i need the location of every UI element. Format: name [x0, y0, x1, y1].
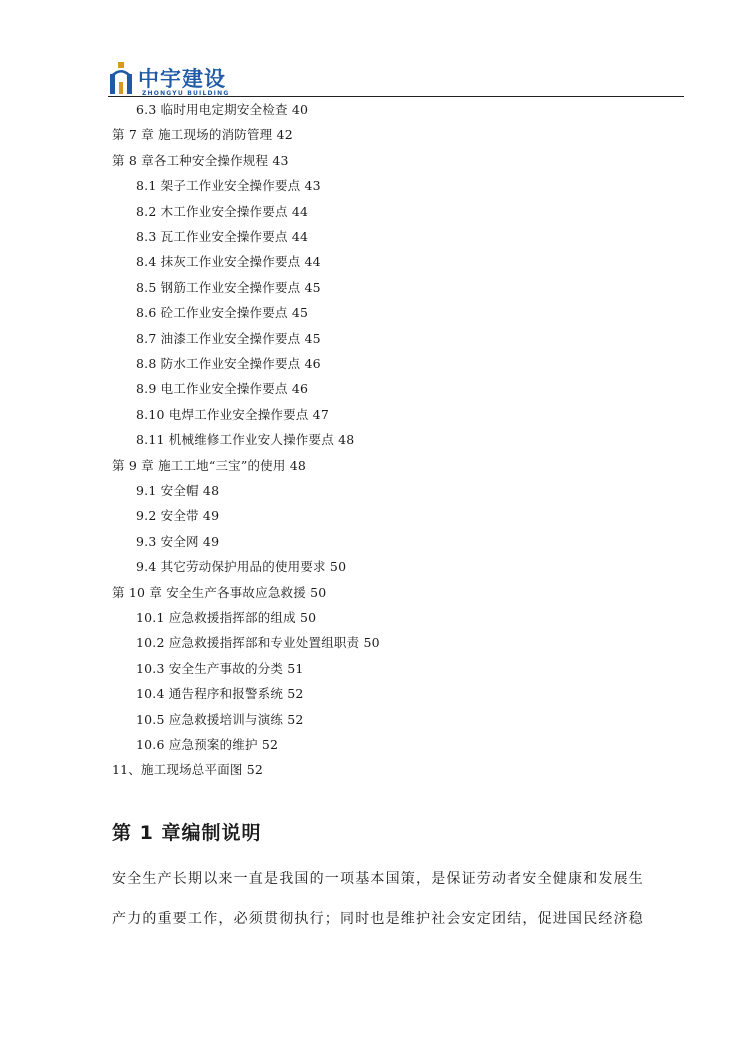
svg-text:中宇建设: 中宇建设 [138, 67, 226, 91]
toc-section-entry[interactable]: 8.10 电焊工作业安全操作要点 47 [136, 406, 329, 422]
toc-section-entry[interactable]: 8.11 机械维修工作业安人操作要点 48 [136, 432, 355, 448]
toc-section-entry[interactable]: 10.4 通告程序和报警系统 52 [136, 686, 304, 702]
toc-section-entry[interactable]: 9.3 安全网 49 [136, 533, 220, 549]
toc-chapter-entry[interactable]: 第 10 章 安全生产各事故应急救援 50 [112, 584, 327, 600]
toc-chapter-entry[interactable]: 第 7 章 施工现场的消防管理 42 [112, 127, 293, 143]
toc-chapter-entry[interactable]: 第 9 章 施工工地“三宝”的使用 48 [112, 457, 307, 473]
toc-section-entry[interactable]: 10.2 应急救援指挥部和专业处置组职责 50 [136, 635, 380, 651]
toc-section-entry[interactable]: 9.2 安全带 49 [136, 508, 220, 524]
toc-section-entry[interactable]: 8.3 瓦工作业安全操作要点 44 [136, 229, 309, 244]
toc-chapter-entry[interactable]: 11、施工现场总平面图 52 [112, 762, 264, 778]
paragraph-line-1: 安全生产长期以来一直是我国的一项基本国策，是保证劳动者安全健康和发展生 [112, 871, 644, 887]
section-heading: 第 1 章编制说明 [112, 822, 262, 844]
toc-section-entry[interactable]: 8.5 钢筋工作业安全操作要点 45 [136, 279, 321, 295]
toc-section-entry[interactable]: 8.8 防水工作业安全操作要点 46 [136, 356, 321, 371]
toc-section-entry[interactable]: 8.6 砼工作业安全操作要点 45 [136, 305, 309, 321]
toc-section-entry[interactable]: 10.3 安全生产事故的分类 51 [136, 660, 304, 676]
company-logo [108, 60, 248, 96]
page-header [0, 0, 744, 100]
toc-section-entry[interactable]: 6.3 临时用电定期安全检查 40 [136, 102, 309, 117]
toc-section-entry[interactable]: 10.5 应急救援培训与演练 52 [136, 711, 304, 727]
paragraph-line-2: 产力的重要工作，必须贯彻执行；同时也是维护社会安定团结，促进国民经济稳 [112, 911, 644, 927]
toc-section-entry[interactable]: 8.4 抹灰工作业安全操作要点 44 [136, 254, 321, 270]
svg-text:ZHONGYU BUILDING: ZHONGYU BUILDING [142, 90, 230, 96]
toc-section-entry[interactable]: 10.1 应急救援指挥部的组成 50 [136, 610, 317, 625]
toc-section-entry[interactable]: 8.9 电工作业安全操作要点 46 [136, 381, 309, 397]
toc-section-entry[interactable]: 9.4 其它劳动保护用品的使用要求 50 [136, 559, 347, 575]
header-rule [108, 96, 684, 97]
toc-section-entry[interactable]: 10.6 应急预案的维护 52 [136, 737, 279, 752]
toc-chapter-entry[interactable]: 第 8 章各工种安全操作规程 43 [112, 152, 289, 168]
toc-section-entry[interactable]: 8.7 油漆工作业安全操作要点 45 [136, 330, 321, 346]
toc-section-entry[interactable]: 8.1 架子工作业安全操作要点 43 [136, 178, 321, 194]
toc-section-entry[interactable]: 9.1 安全帽 48 [136, 483, 220, 498]
toc-section-entry[interactable]: 8.2 木工作业安全操作要点 44 [136, 203, 309, 219]
